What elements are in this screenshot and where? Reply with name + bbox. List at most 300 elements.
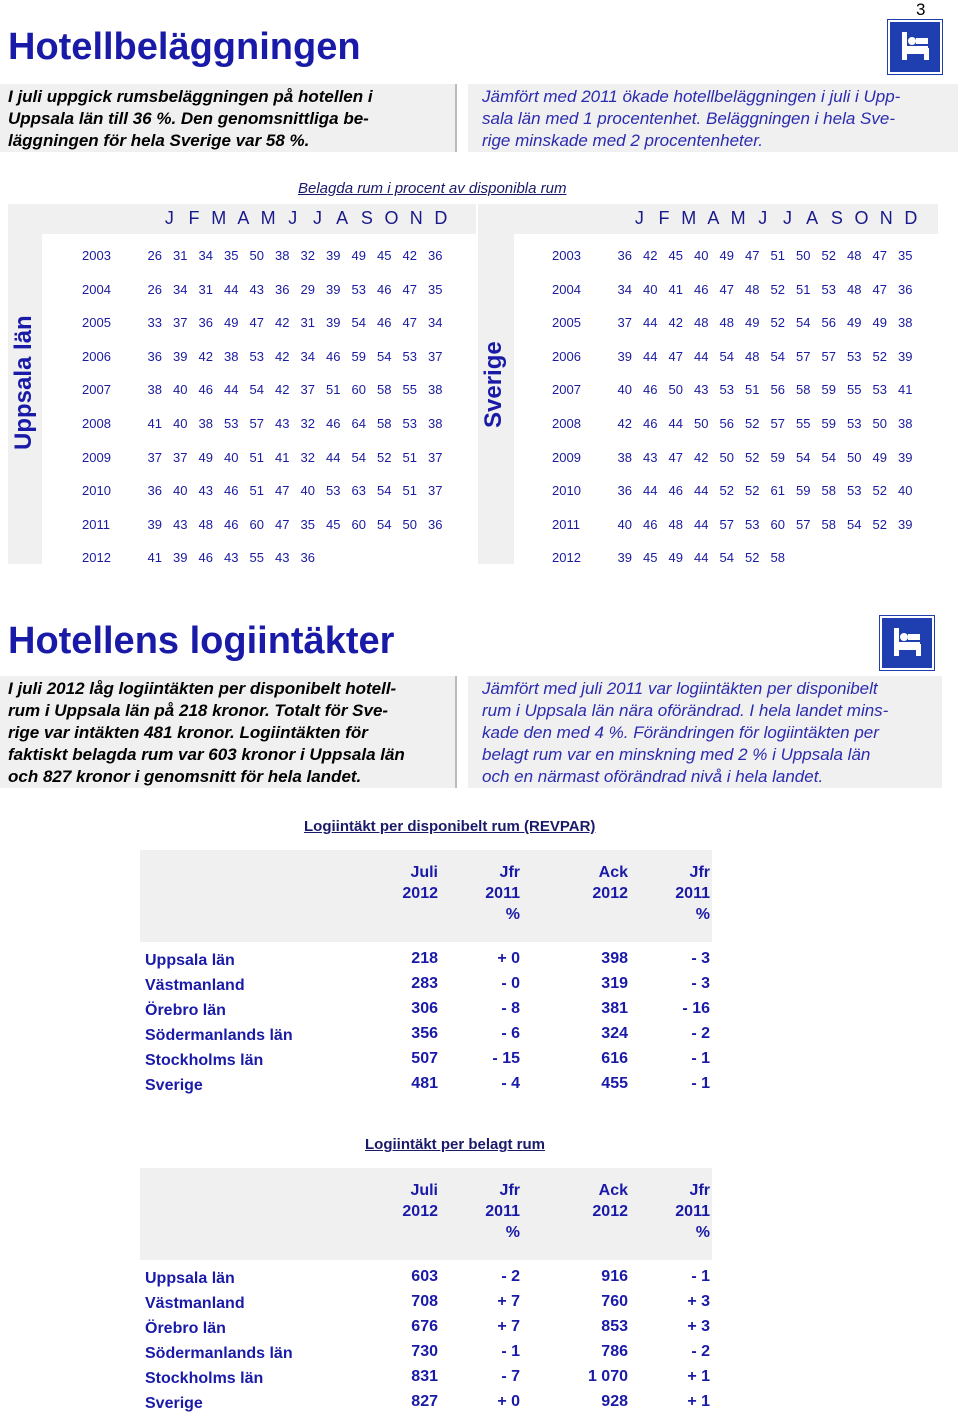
year-cell: 2006 bbox=[82, 348, 111, 364]
value-cell: 31 bbox=[173, 248, 188, 263]
value-cell: 56 bbox=[719, 416, 734, 431]
value-cell: 319 bbox=[601, 975, 628, 992]
intro-line: faktiskt belagda rum var 603 kronor i Uppsala län bbox=[8, 745, 405, 764]
page-number: 3 bbox=[916, 0, 926, 19]
year-cell: 2004 bbox=[82, 281, 111, 297]
value-cell: - 15 bbox=[492, 1050, 520, 1067]
value-cell: 29 bbox=[300, 281, 315, 297]
value-cell: 44 bbox=[694, 550, 709, 566]
value-cell: + 7 bbox=[497, 1293, 520, 1310]
value-cell: 49 bbox=[719, 248, 734, 263]
month-header: J bbox=[782, 208, 792, 228]
value-cell: 44 bbox=[224, 281, 239, 297]
value-cell: 37 bbox=[173, 315, 188, 331]
value-cell: 51 bbox=[796, 281, 811, 297]
value-cell: - 2 bbox=[501, 1268, 520, 1285]
value-cell: 37 bbox=[617, 315, 632, 331]
value-cell: 46 bbox=[377, 281, 392, 297]
value-cell: + 1 bbox=[687, 1368, 710, 1385]
value-cell: - 0 bbox=[501, 975, 520, 992]
column-header bbox=[440, 1180, 520, 1243]
value-cell: + 3 bbox=[687, 1293, 710, 1310]
table-row bbox=[82, 450, 448, 465]
value-cell: 42 bbox=[402, 248, 417, 263]
value-cell: 39 bbox=[173, 348, 188, 364]
table-row bbox=[552, 550, 791, 565]
value-cell: 51 bbox=[402, 449, 417, 465]
value-cell: 38 bbox=[224, 348, 239, 364]
value-cell: 47 bbox=[402, 281, 417, 297]
value-cell: 52 bbox=[872, 483, 887, 499]
value-cell: 47 bbox=[275, 483, 290, 499]
column-header-line: 2012 bbox=[592, 885, 628, 902]
value-cell: 58 bbox=[377, 416, 392, 431]
value-cell: 43 bbox=[224, 550, 239, 566]
year-cell: 2011 bbox=[552, 516, 580, 532]
section-title-revenue: Hotellens logiintäkter bbox=[8, 620, 395, 662]
value-cell: 398 bbox=[601, 950, 628, 967]
value-cell: 36 bbox=[275, 281, 290, 297]
value-cell: 52 bbox=[719, 483, 734, 499]
row-label: Uppsala län bbox=[145, 1270, 235, 1287]
row-label: Stockholms län bbox=[145, 1370, 264, 1387]
value-cell: 46 bbox=[198, 382, 213, 398]
intro-occupancy-left bbox=[8, 86, 448, 152]
column-header-line: 2011 bbox=[675, 885, 710, 902]
value-cell: 59 bbox=[796, 483, 811, 499]
value-cell: 39 bbox=[173, 550, 188, 566]
value-cell: 53 bbox=[719, 382, 734, 398]
value-cell: 603 bbox=[411, 1268, 438, 1285]
value-cell: 49 bbox=[351, 248, 366, 263]
value-cell: 44 bbox=[694, 348, 709, 364]
value-cell: 53 bbox=[847, 483, 862, 499]
column-header bbox=[630, 1180, 710, 1243]
value-cell: 916 bbox=[601, 1268, 628, 1285]
intro-line: sala län med 1 procentenhet. Beläggningen i hela Sve- bbox=[482, 109, 896, 128]
intro-line: rige var intäkten 481 kronor. Logiintäkten för bbox=[8, 723, 368, 742]
value-cell: 52 bbox=[770, 315, 785, 331]
value-cell: 52 bbox=[745, 449, 760, 465]
table-row bbox=[552, 282, 918, 297]
row-label: Södermanlands län bbox=[145, 1345, 293, 1362]
value-cell: 54 bbox=[770, 348, 785, 364]
per-belagt-table-title: Logiintäkt per belagt rum bbox=[365, 1136, 546, 1153]
intro-line: I juli uppgick rumsbeläggningen på hotellen i bbox=[8, 87, 373, 106]
table-row bbox=[552, 450, 918, 465]
value-cell: 46 bbox=[694, 281, 709, 297]
value-cell: 51 bbox=[745, 382, 760, 398]
row-label: Örebro län bbox=[145, 1320, 226, 1337]
intro-line: och en närmast oförändrad nivå i hela landet. bbox=[482, 767, 824, 786]
value-cell: 40 bbox=[694, 248, 709, 263]
value-cell: 46 bbox=[643, 516, 658, 532]
value-cell: 381 bbox=[601, 1000, 628, 1017]
value-cell: 50 bbox=[668, 382, 683, 398]
value-cell: 64 bbox=[351, 416, 366, 431]
value-cell: 48 bbox=[694, 315, 709, 331]
value-cell: 48 bbox=[745, 281, 760, 297]
value-cell: 46 bbox=[224, 516, 239, 532]
column-header-line: 2012 bbox=[402, 885, 438, 902]
value-cell: 34 bbox=[173, 281, 188, 297]
value-cell: 39 bbox=[326, 315, 341, 331]
column-header-line: Jfr bbox=[689, 864, 710, 881]
year-cell: 2004 bbox=[552, 281, 581, 297]
column-header-line: % bbox=[695, 1224, 710, 1241]
intro-line: Uppsala län till 36 %. Den genomsnittliga be- bbox=[8, 109, 369, 128]
value-cell: 47 bbox=[872, 281, 887, 297]
value-cell: + 0 bbox=[497, 950, 520, 967]
table-row bbox=[82, 282, 448, 297]
value-cell: 54 bbox=[377, 516, 392, 532]
value-cell: 38 bbox=[147, 382, 162, 398]
value-cell: 42 bbox=[668, 315, 683, 331]
value-cell: 43 bbox=[275, 550, 290, 566]
value-cell: 42 bbox=[694, 449, 709, 465]
year-cell: 2009 bbox=[552, 449, 581, 465]
value-cell: 57 bbox=[796, 348, 811, 364]
value-cell: 36 bbox=[898, 281, 913, 297]
year-cell: 2005 bbox=[552, 315, 581, 331]
year-cell: 2008 bbox=[82, 416, 111, 431]
value-cell: 34 bbox=[617, 281, 632, 297]
month-header: J bbox=[164, 208, 174, 228]
year-cell: 2003 bbox=[82, 248, 111, 263]
value-cell: 53 bbox=[249, 348, 264, 364]
value-cell: 40 bbox=[173, 416, 188, 431]
month-header: J bbox=[634, 208, 644, 228]
month-header: O bbox=[384, 208, 399, 228]
value-cell: 58 bbox=[821, 483, 836, 499]
value-cell: 54 bbox=[377, 483, 392, 499]
value-cell: 53 bbox=[872, 382, 887, 398]
row-label: Stockholms län bbox=[145, 1052, 264, 1069]
hotel-bed-icon bbox=[888, 20, 942, 74]
value-cell: 45 bbox=[377, 248, 392, 263]
value-cell: 324 bbox=[601, 1025, 628, 1042]
value-cell: 42 bbox=[275, 382, 290, 398]
value-cell: 44 bbox=[694, 516, 709, 532]
value-cell: 58 bbox=[770, 550, 785, 566]
value-cell: - 2 bbox=[691, 1025, 710, 1042]
value-cell: 50 bbox=[796, 248, 811, 263]
value-cell: 49 bbox=[745, 315, 760, 331]
value-cell: 36 bbox=[300, 550, 315, 566]
column-header-line: 2011 bbox=[675, 1203, 710, 1220]
value-cell: + 0 bbox=[497, 1393, 520, 1410]
value-cell: 38 bbox=[898, 315, 913, 331]
month-header: J bbox=[312, 208, 322, 228]
value-cell: 48 bbox=[198, 516, 213, 532]
value-cell: 49 bbox=[872, 449, 887, 465]
table-row bbox=[82, 349, 448, 364]
year-cell: 2008 bbox=[552, 416, 581, 431]
value-cell: 50 bbox=[694, 416, 709, 431]
column-header-line: Jfr bbox=[499, 864, 520, 881]
value-cell: 57 bbox=[821, 348, 836, 364]
value-cell: 51 bbox=[770, 248, 785, 263]
value-cell: 55 bbox=[402, 382, 417, 398]
value-cell: 218 bbox=[411, 950, 438, 967]
month-header: A bbox=[336, 208, 349, 228]
value-cell: 46 bbox=[668, 483, 683, 499]
value-cell: 53 bbox=[402, 348, 417, 364]
value-cell: 44 bbox=[326, 449, 341, 465]
column-header-line: % bbox=[695, 906, 710, 923]
value-cell: 47 bbox=[668, 449, 683, 465]
month-header: N bbox=[879, 208, 893, 228]
month-header: M bbox=[260, 208, 276, 228]
value-cell: 37 bbox=[147, 449, 162, 465]
value-cell: 57 bbox=[249, 416, 264, 431]
value-cell: 48 bbox=[668, 516, 683, 532]
value-cell: 39 bbox=[898, 348, 913, 364]
month-header: A bbox=[237, 208, 250, 228]
year-cell: 2009 bbox=[82, 449, 111, 465]
value-cell: 42 bbox=[617, 416, 632, 431]
value-cell: 616 bbox=[601, 1050, 628, 1067]
table-row bbox=[82, 382, 448, 397]
value-cell: 32 bbox=[300, 248, 315, 263]
value-cell: 36 bbox=[617, 483, 632, 499]
value-cell: 1 070 bbox=[587, 1368, 628, 1385]
value-cell: 47 bbox=[745, 248, 760, 263]
intro-line: läggningen för hela Sverige var 58 %. bbox=[8, 131, 310, 150]
value-cell: 37 bbox=[428, 483, 443, 499]
value-cell: 54 bbox=[351, 449, 366, 465]
value-cell: 47 bbox=[719, 281, 734, 297]
value-cell: 45 bbox=[643, 550, 658, 566]
value-cell: - 4 bbox=[501, 1075, 520, 1092]
month-header: F bbox=[188, 208, 200, 228]
value-cell: 52 bbox=[770, 281, 785, 297]
column-header bbox=[358, 1180, 438, 1222]
row-label: Sverige bbox=[145, 1395, 203, 1412]
value-cell: 43 bbox=[173, 516, 188, 532]
value-cell: 52 bbox=[872, 516, 887, 532]
value-cell: 52 bbox=[821, 248, 836, 263]
value-cell: 38 bbox=[275, 248, 290, 263]
value-cell: 50 bbox=[402, 516, 417, 532]
value-cell: 47 bbox=[275, 516, 290, 532]
value-cell: 45 bbox=[668, 248, 683, 263]
column-header bbox=[548, 1180, 628, 1222]
column-header-line: Ack bbox=[598, 1182, 628, 1199]
value-cell: 38 bbox=[428, 382, 443, 398]
table-row bbox=[552, 315, 918, 330]
intro-line: rum i Uppsala län på 218 kronor. Totalt för Sve- bbox=[8, 701, 389, 720]
column-header-line: Juli bbox=[410, 864, 438, 881]
revpar-table-title: Logiintäkt per disponibelt rum (REVPAR) bbox=[304, 818, 596, 835]
table-row bbox=[552, 248, 918, 263]
value-cell: 54 bbox=[719, 348, 734, 364]
value-cell: 60 bbox=[770, 516, 785, 532]
value-cell: 52 bbox=[872, 348, 887, 364]
month-header: O bbox=[854, 208, 869, 228]
value-cell: 33 bbox=[147, 315, 162, 331]
value-cell: 63 bbox=[351, 483, 366, 499]
value-cell: 283 bbox=[411, 975, 438, 992]
row-label: Uppsala län bbox=[145, 952, 235, 969]
value-cell: 43 bbox=[694, 382, 709, 398]
value-cell: 58 bbox=[821, 516, 836, 532]
label-uppsala-lan: Uppsala län bbox=[10, 315, 37, 450]
value-cell: - 1 bbox=[691, 1075, 710, 1092]
value-cell: + 7 bbox=[497, 1318, 520, 1335]
value-cell: 59 bbox=[351, 348, 366, 364]
year-cell: 2006 bbox=[552, 348, 581, 364]
value-cell: 39 bbox=[898, 449, 913, 465]
value-cell: 53 bbox=[847, 416, 862, 431]
value-cell: 34 bbox=[428, 315, 443, 331]
value-cell: 356 bbox=[411, 1025, 438, 1042]
value-cell: 55 bbox=[796, 416, 811, 431]
value-cell: 38 bbox=[428, 416, 443, 431]
value-cell: 59 bbox=[821, 416, 836, 431]
month-header: S bbox=[360, 208, 373, 228]
value-cell: 57 bbox=[770, 416, 785, 431]
value-cell: 760 bbox=[601, 1293, 628, 1310]
month-header: N bbox=[409, 208, 423, 228]
value-cell: 40 bbox=[898, 483, 913, 499]
value-cell: 51 bbox=[326, 382, 341, 398]
value-cell: 46 bbox=[377, 315, 392, 331]
intro-line: kade den med 4 %. Förändringen för logiintäkten per bbox=[482, 723, 879, 742]
value-cell: 39 bbox=[617, 348, 632, 364]
row-label: Västmanland bbox=[145, 977, 245, 994]
value-cell: 38 bbox=[898, 416, 913, 431]
column-header-line: 2012 bbox=[592, 1203, 628, 1220]
value-cell: 54 bbox=[719, 550, 734, 566]
value-cell: 50 bbox=[847, 449, 862, 465]
column-header-line: % bbox=[505, 906, 520, 923]
value-cell: 49 bbox=[668, 550, 683, 566]
month-header: J bbox=[288, 208, 298, 228]
value-cell: 40 bbox=[617, 516, 632, 532]
value-cell: 48 bbox=[847, 281, 862, 297]
value-cell: 44 bbox=[643, 483, 658, 499]
value-cell: 39 bbox=[147, 516, 162, 532]
table-row bbox=[552, 349, 918, 364]
value-cell: 44 bbox=[224, 382, 239, 398]
month-header: J bbox=[758, 208, 768, 228]
row-label: Södermanlands län bbox=[145, 1027, 293, 1044]
months-header-left bbox=[157, 208, 453, 229]
value-cell: 37 bbox=[300, 382, 315, 398]
value-cell: 51 bbox=[402, 483, 417, 499]
column-header bbox=[548, 862, 628, 904]
row-label: Örebro län bbox=[145, 1002, 226, 1019]
value-cell: 60 bbox=[249, 516, 264, 532]
value-cell: 49 bbox=[198, 449, 213, 465]
value-cell: 54 bbox=[796, 449, 811, 465]
value-cell: 40 bbox=[300, 483, 315, 499]
month-header: A bbox=[806, 208, 819, 228]
value-cell: 481 bbox=[411, 1075, 438, 1092]
value-cell: 59 bbox=[821, 382, 836, 398]
year-cell: 2012 bbox=[82, 550, 111, 566]
column-header bbox=[440, 862, 520, 925]
value-cell: 35 bbox=[224, 248, 239, 263]
value-cell: 455 bbox=[601, 1075, 628, 1092]
column-header-line: 2011 bbox=[485, 1203, 520, 1220]
value-cell: 708 bbox=[411, 1293, 438, 1310]
year-cell: 2011 bbox=[82, 516, 110, 532]
value-cell: 47 bbox=[872, 248, 887, 263]
value-cell: 831 bbox=[411, 1368, 438, 1385]
value-cell: + 1 bbox=[687, 1393, 710, 1410]
value-cell: 46 bbox=[224, 483, 239, 499]
value-cell: 56 bbox=[821, 315, 836, 331]
intro-line: belagt rum var en minskning med 2 % i Uppsala län bbox=[482, 745, 871, 764]
value-cell: - 1 bbox=[691, 1268, 710, 1285]
value-cell: 54 bbox=[351, 315, 366, 331]
value-cell: - 2 bbox=[691, 1343, 710, 1360]
value-cell: 36 bbox=[428, 516, 443, 532]
value-cell: 53 bbox=[326, 483, 341, 499]
table-row bbox=[82, 248, 448, 263]
value-cell: 42 bbox=[643, 248, 658, 263]
value-cell: 59 bbox=[770, 449, 785, 465]
month-header: S bbox=[830, 208, 843, 228]
value-cell: 47 bbox=[402, 315, 417, 331]
value-cell: 35 bbox=[300, 516, 315, 532]
value-cell: 44 bbox=[643, 348, 658, 364]
year-cell: 2012 bbox=[552, 550, 581, 566]
table-row bbox=[82, 416, 448, 431]
value-cell: 39 bbox=[617, 550, 632, 566]
value-cell: 54 bbox=[377, 348, 392, 364]
value-cell: 41 bbox=[668, 281, 683, 297]
value-cell: 40 bbox=[643, 281, 658, 297]
table-row bbox=[82, 550, 321, 565]
value-cell: 53 bbox=[821, 281, 836, 297]
value-cell: 61 bbox=[770, 483, 785, 499]
value-cell: 46 bbox=[326, 348, 341, 364]
value-cell: - 8 bbox=[501, 1000, 520, 1017]
value-cell: 31 bbox=[198, 281, 213, 297]
month-header: D bbox=[904, 208, 918, 228]
value-cell: 47 bbox=[249, 315, 264, 331]
value-cell: 676 bbox=[411, 1318, 438, 1335]
table-row bbox=[552, 382, 918, 397]
value-cell: 34 bbox=[198, 248, 213, 263]
column-header-line: % bbox=[505, 1224, 520, 1241]
value-cell: 53 bbox=[351, 281, 366, 297]
year-cell: 2007 bbox=[82, 382, 111, 398]
year-cell: 2007 bbox=[552, 382, 581, 398]
table-row bbox=[82, 483, 448, 498]
value-cell: 853 bbox=[601, 1318, 628, 1335]
value-cell: 26 bbox=[147, 281, 162, 297]
months-header-right bbox=[627, 208, 923, 229]
value-cell: 49 bbox=[224, 315, 239, 331]
value-cell: 50 bbox=[719, 449, 734, 465]
year-cell: 2010 bbox=[552, 483, 581, 499]
value-cell: 60 bbox=[351, 382, 366, 398]
table-row bbox=[552, 416, 918, 431]
month-header: A bbox=[707, 208, 720, 228]
value-cell: - 1 bbox=[501, 1343, 520, 1360]
value-cell: 40 bbox=[173, 382, 188, 398]
intro-line: I juli 2012 låg logiintäkten per disponibelt hotell- bbox=[8, 679, 397, 698]
value-cell: 42 bbox=[275, 348, 290, 364]
value-cell: 52 bbox=[745, 416, 760, 431]
year-cell: 2005 bbox=[82, 315, 111, 331]
value-cell: 46 bbox=[643, 416, 658, 431]
value-cell: 928 bbox=[601, 1393, 628, 1410]
